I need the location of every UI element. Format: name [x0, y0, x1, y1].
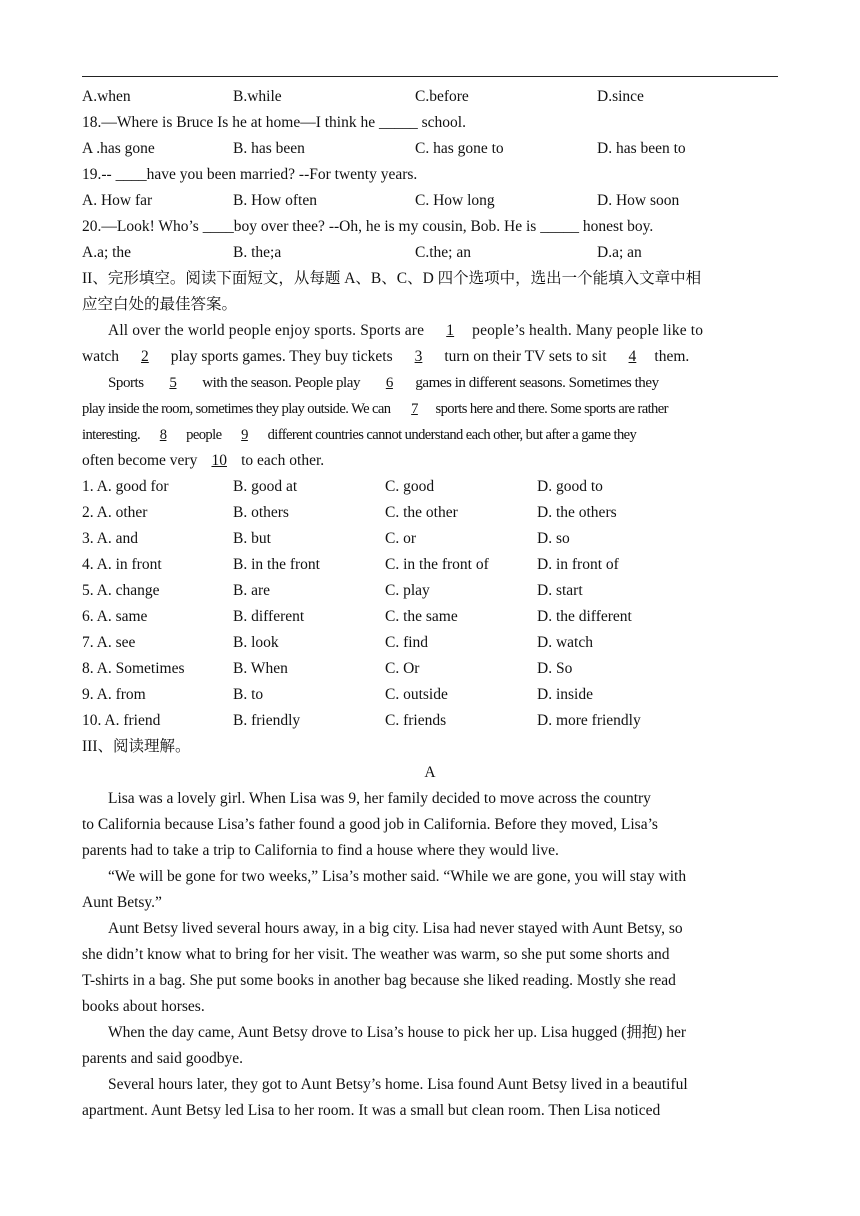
option-c: C. friends	[385, 712, 447, 729]
cloze-option-row	[82, 656, 782, 682]
option-a: 10. A. friend	[82, 712, 161, 729]
passage-line: parents and said goodbye.	[82, 1050, 243, 1067]
option-a: 2. A. other	[82, 504, 148, 521]
passage-line: to California because Lisa’s father found a good job in California. Before they moved, Lisa’s	[82, 816, 658, 833]
passage-line: she didn’t know what to bring for her visit. The weather was warm, so she put some shorts and	[82, 946, 670, 963]
cloze-line: All over the world people enjoy sports. Sports are 1 people’s health. Many people like to	[82, 318, 782, 344]
option-a: 9. A. from	[82, 686, 146, 703]
option-d: D. How soon	[597, 192, 680, 209]
cloze-blank: 2	[141, 348, 149, 365]
option-c: C. outside	[385, 686, 448, 703]
option-c: C. in the front of	[385, 556, 489, 573]
cloze-blank: 5	[169, 375, 177, 391]
cloze-blank: 9	[241, 427, 248, 443]
passage-line: parents had to take a trip to California to find a house where they would live.	[82, 842, 559, 859]
cloze-option-row	[82, 552, 782, 578]
option-a: 1. A. good for	[82, 478, 169, 495]
option-a: 8. A. Sometimes	[82, 660, 185, 677]
option-d: D. in front of	[537, 556, 619, 573]
option-d: D. has been to	[597, 140, 686, 157]
option-c: C. find	[385, 634, 429, 651]
exam-page	[82, 84, 782, 1124]
option-d: D. So	[537, 660, 573, 677]
option-d: D. good to	[537, 478, 603, 495]
section-3-heading: III、阅读理解。	[82, 738, 191, 755]
option-d: D. more friendly	[537, 712, 641, 729]
option-b: B. look	[233, 634, 279, 651]
answer-blank: _____	[379, 114, 418, 131]
passage-line: books about horses.	[82, 998, 205, 1015]
option-b: B. are	[233, 582, 271, 599]
option-a: A.when	[82, 88, 131, 105]
option-d: D. so	[537, 530, 570, 547]
option-a: A.a; the	[82, 244, 132, 261]
option-c: C. good	[385, 478, 435, 495]
cloze-blank: 8	[159, 427, 167, 443]
mcq-options-18	[82, 136, 782, 162]
option-b: B. to	[233, 686, 264, 703]
option-b: B. the;a	[233, 244, 282, 261]
option-d: D. the others	[537, 504, 617, 521]
mcq-options-20	[82, 240, 782, 266]
option-b: B. good at	[233, 478, 298, 495]
option-c: C. the other	[385, 504, 458, 521]
option-b: B. How often	[233, 192, 317, 209]
cloze-line: Sports 5 with the season. People play 6 games in different seasons. Sometimes they	[82, 370, 782, 396]
option-a: A .has gone	[82, 140, 155, 157]
option-a: 4. A. in front	[82, 556, 162, 573]
option-d: D.a; an	[597, 244, 642, 261]
option-d: D. the different	[537, 608, 632, 625]
question-19: 19.-- ____have you been married? --For twenty years.	[82, 166, 418, 183]
option-b: B. in the front	[233, 556, 320, 573]
mcq-options-19	[82, 188, 782, 214]
cloze-option-row	[82, 604, 782, 630]
option-d: D.since	[597, 88, 644, 105]
header-rule	[82, 76, 778, 77]
cloze-line: often become very 10 to each other.	[82, 448, 782, 474]
passage-line: Aunt Betsy lived several hours away, in a big city. Lisa had never stayed with Aunt Betsy, so	[108, 920, 683, 937]
option-b: B. friendly	[233, 712, 301, 729]
reading-passage	[82, 786, 782, 1124]
cloze-blank: 7	[411, 401, 418, 417]
option-c: C. play	[385, 582, 430, 599]
passage-label: A	[424, 764, 436, 781]
option-d: D. inside	[537, 686, 593, 703]
passage-line: apartment. Aunt Betsy led Lisa to her room. It was a small but clean room. Then Lisa noticed	[82, 1102, 661, 1119]
question-20: 20.—Look! Who’s ____boy over thee? --Oh, he is my cousin, Bob. He is _____ honest boy.	[82, 218, 654, 235]
cloze-option-row	[82, 500, 782, 526]
cloze-option-row	[82, 708, 782, 734]
cloze-blank: 3	[414, 348, 423, 365]
option-a: A. How far	[82, 192, 153, 209]
answer-blank: _____	[540, 218, 579, 235]
passage-line: “We will be gone for two weeks,” Lisa’s mother said. “While we are gone, you will stay with	[108, 868, 687, 885]
passage-line: When the day came, Aunt Betsy drove to Lisa’s house to pick her up. Lisa hugged (拥抱) her	[108, 1024, 687, 1041]
section-2-heading: II、完形填空。阅读下面短文，从每题 A、B、C、D 四个选项中，选出一个能填入文章中相	[82, 270, 702, 287]
section-2-heading-cont: 应空白处的最佳答案。	[82, 296, 238, 313]
option-a: 6. A. same	[82, 608, 148, 625]
cloze-option-row	[82, 474, 782, 500]
cloze-line: watch 2 play sports games. They buy tickets 3 turn on their TV sets to sit 4 them.	[82, 344, 782, 370]
passage-line: Aunt Betsy.”	[82, 894, 162, 911]
cloze-blank: 4	[628, 348, 637, 365]
option-c: C. or	[385, 530, 416, 547]
option-c: C. the same	[385, 608, 458, 625]
cloze-blank: 6	[385, 375, 393, 391]
option-b: B. others	[233, 504, 289, 521]
option-c: C. How long	[415, 192, 495, 209]
cloze-option-row	[82, 526, 782, 552]
option-b: B. but	[233, 530, 271, 547]
cloze-blank: 10	[211, 452, 227, 469]
mcq-options-17	[82, 84, 782, 110]
cloze-blank: 1	[446, 322, 455, 339]
option-c: C.the; an	[415, 244, 471, 261]
question-18: 18.—Where is Bruce Is he at home—I think he _____ school.	[82, 114, 466, 131]
passage-line: Several hours later, they got to Aunt Betsy’s home. Lisa found Aunt Betsy lived in a beautiful	[108, 1076, 688, 1093]
answer-blank: ____	[115, 166, 147, 183]
passage-line: Lisa was a lovely girl. When Lisa was 9, her family decided to move across the country	[108, 790, 651, 807]
option-d: D. start	[537, 582, 583, 599]
cloze-option-row	[82, 578, 782, 604]
cloze-line: play inside the room, sometimes they play outside. We can 7 sports here and there. Some sports are rather	[82, 396, 782, 422]
option-c: C. has gone to	[415, 140, 504, 157]
passage-line: T-shirts in a bag. She put some books in another bag because she liked reading. Mostly she read	[82, 972, 676, 989]
option-a: 5. A. change	[82, 582, 160, 599]
cloze-options	[82, 474, 782, 734]
cloze-option-row	[82, 630, 782, 656]
cloze-line: interesting. 8 people 9 different countries cannot understand each other, but after a game they	[82, 422, 782, 448]
option-c: C.before	[415, 88, 469, 105]
option-b: B.while	[233, 88, 282, 105]
option-b: B. different	[233, 608, 305, 625]
option-a: 3. A. and	[82, 530, 138, 547]
option-c: C. Or	[385, 660, 420, 677]
option-b: B. has been	[233, 140, 305, 157]
cloze-option-row	[82, 682, 782, 708]
answer-blank: ____	[202, 218, 234, 235]
option-b: B. When	[233, 660, 288, 677]
option-d: D. watch	[537, 634, 593, 651]
option-a: 7. A. see	[82, 634, 136, 651]
